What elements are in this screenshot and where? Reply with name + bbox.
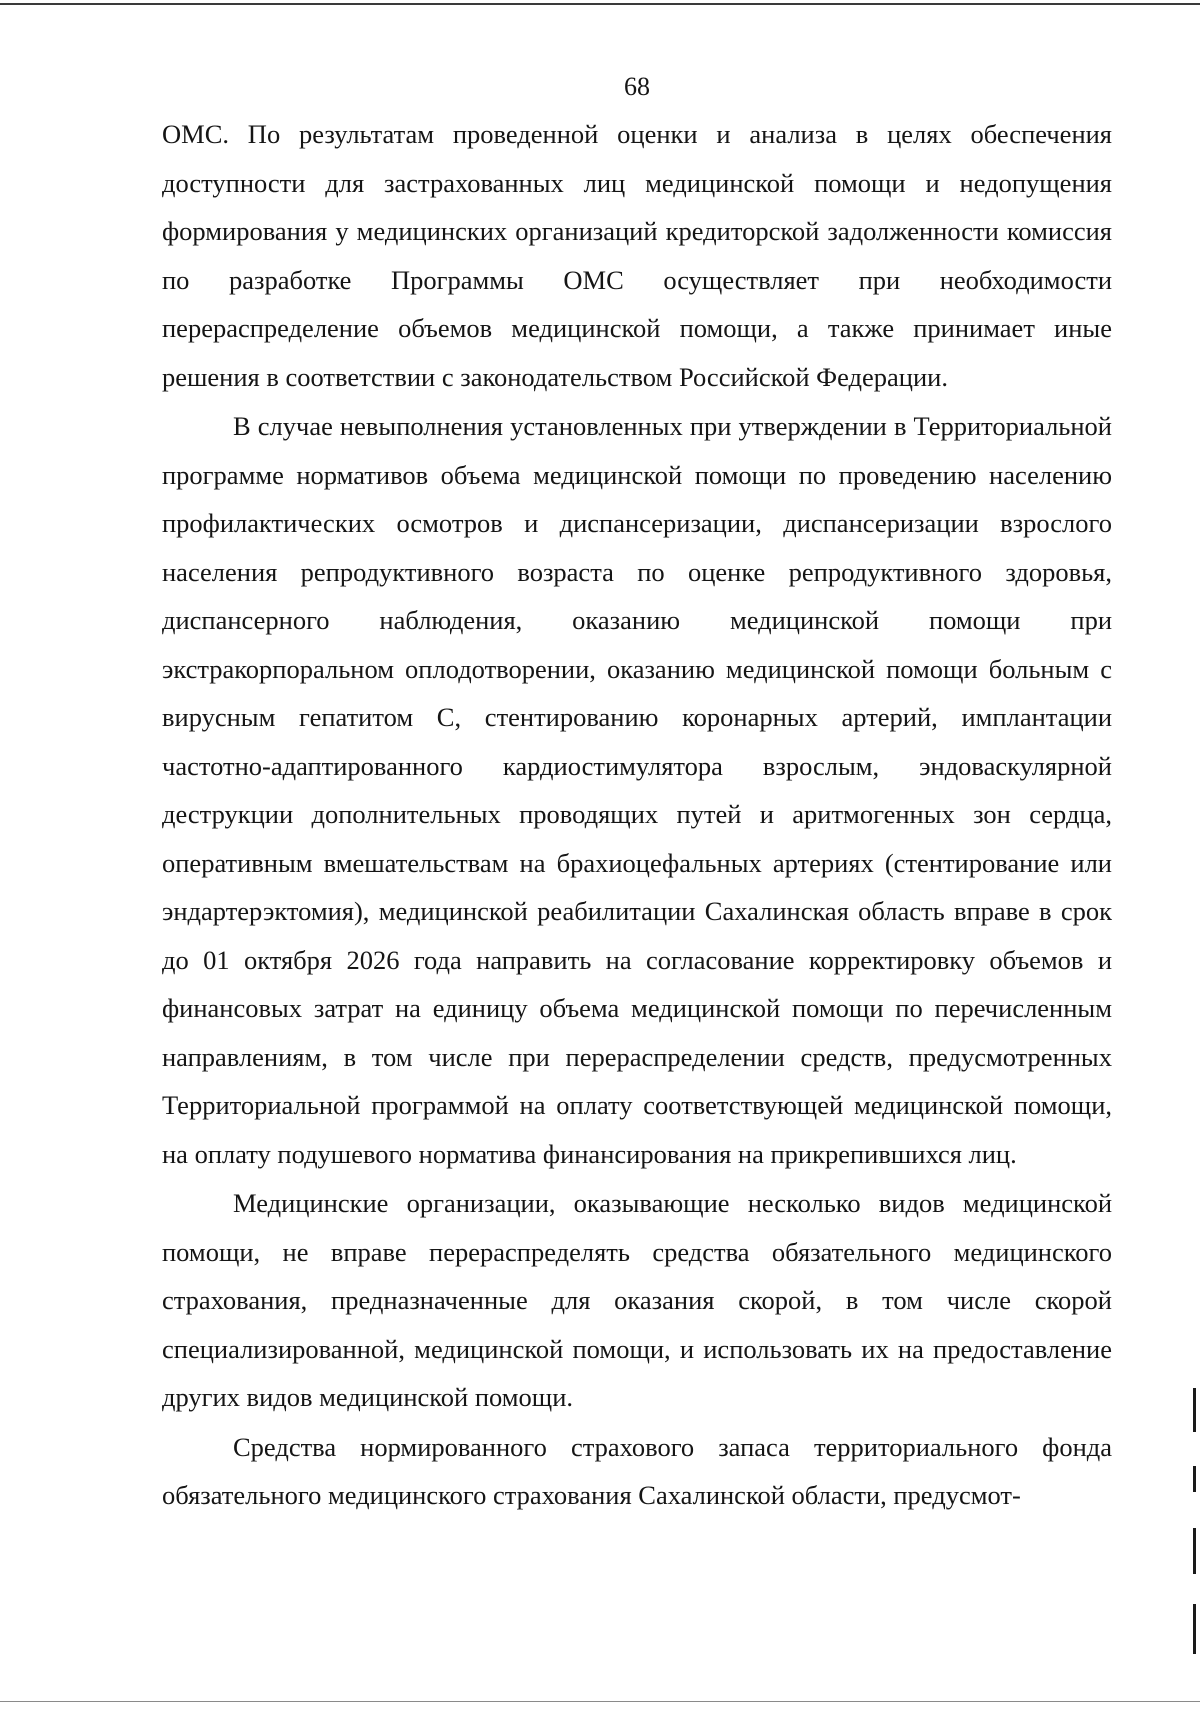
- scan-edge-mark: [1193, 1528, 1196, 1574]
- paragraph-4: Средства нормированного страхового запаса территориального фонда обязательного медицинского страхования Сахалинской области, предусмот-: [162, 1431, 1112, 1510]
- scan-edge-mark: [1193, 1466, 1196, 1492]
- document-body: [162, 110, 1112, 1520]
- scan-edge-mark: [1193, 1604, 1196, 1654]
- paragraph-3: Медицинские организации, оказывающие несколько видов медицинской помощи, не вправе перераспределять средства обязательного медицинского страхования, предназначенные для оказания скорой, в том числе скорой специализированной, медицинской помощи, и использовать их на предоставление других видов медицинской помощи.: [162, 1188, 1112, 1412]
- scan-border-bottom: [0, 1701, 1200, 1702]
- paragraph-1: ОМС. По результатам проведенной оценки и анализа в целях обеспечения доступности для застрахованных лиц медицинской помощи и недопущения формирования у медицинских организаций кредиторской задолженности комиссия по разработке Программы ОМС осуществляет при необходимости перераспределение объемов медицинской помощи, а также принимает иные решения в соответствии с законодательством Российской Федерации.: [162, 119, 1112, 392]
- paragraph-2: В случае невыполнения установленных при утверждении в Территориальной программе нормативов объема медицинской помощи по проведению населению профилактических осмотров и диспансеризации, диспансеризации взрослого населения репродуктивного возраста по оценке репродуктивного здоровья, диспансерного наблюдения, оказанию медицинской помощи при экстракорпоральном оплодотворении, оказанию медицинской помощи больным с вирусным гепатитом С, стентированию коронарных артерий, имплантации частотно-адаптированного кардиостимулятора взрослым, эндоваскулярной деструкции дополнительных проводящих путей и аритмогенных зон сердца, оперативным вмешательствам на брахиоцефальных артериях (стентирование или эндартерэктомия), медицинской реабилитации Сахалинская область вправе в срок до 01 октября 2026 года направить на согласование корректировку объемов и финансовых затрат на единицу объема медицинской помощи по перечисленным направлениям, в том числе при перераспределении средств, предусмотренных Территориальной программой на оплату соответствующей медицинской помощи, на оплату подушевого норматива финансирования на прикрепившихся лиц.: [162, 411, 1112, 1169]
- scan-edge-mark: [1193, 1388, 1196, 1432]
- page-number: 68: [624, 72, 650, 101]
- scan-border-top: [0, 3, 1200, 5]
